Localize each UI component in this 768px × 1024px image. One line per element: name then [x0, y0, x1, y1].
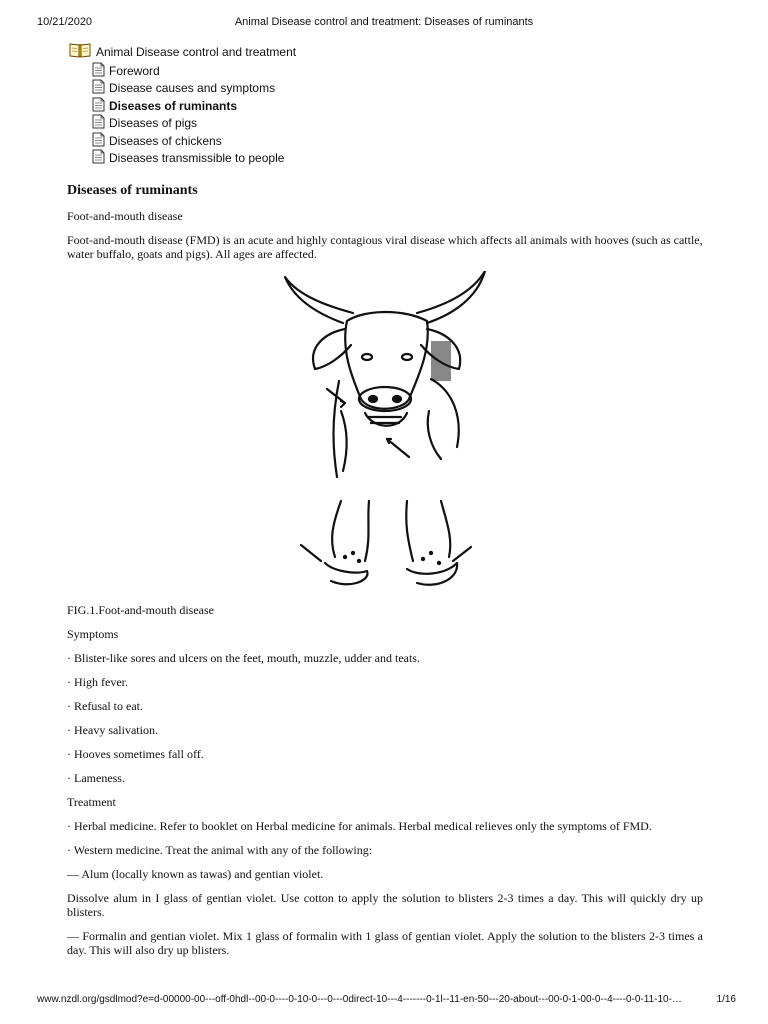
- toc-link-current[interactable]: Diseases of ruminants: [109, 98, 238, 113]
- toc-item-ruminants[interactable]: [92, 97, 296, 115]
- symptom-item: · Heavy salivation.: [67, 723, 158, 737]
- symptoms-title: Symptoms: [67, 627, 119, 641]
- print-date: 10/21/2020: [37, 16, 93, 28]
- intro-paragraph: Foot-and-mouth disease (FMD) is an acute and highly contagious viral disease which affects all animals with hooves (such as cattle, water buffalo, goats and pigs). All ages are affected.: [67, 233, 703, 261]
- toc-link[interactable]: Disease causes and symptoms: [109, 81, 276, 96]
- print-title: Animal Disease control and treatment: Diseases of ruminants: [234, 16, 534, 28]
- open-book-icon: [68, 42, 92, 62]
- document-icon: [92, 97, 105, 115]
- toc-item-transmissible[interactable]: [92, 150, 296, 168]
- page-url: www.nzdl.org/gsdlmod?e=d-00000-00---off-0hdl--00-0----0-10-0---0---0direct-10---4-------0-1l--11-en-50---20-about---00-0-1-00-0--4----0-0-11-10-…: [37, 994, 682, 1005]
- treatment-item: — Alum (locally known as tawas) and gentian violet.: [67, 867, 324, 881]
- document-icon: [92, 149, 105, 167]
- symptom-item: · Hooves sometimes fall off.: [67, 747, 204, 761]
- print-footer: [0, 994, 768, 1008]
- symptom-item: · Lameness.: [67, 771, 125, 785]
- treatment-item: — Formalin and gentian violet. Mix 1 glass of formalin with 1 glass of gentian violet. Apply the solution to the blisters 2-3 times a day. This will also dry up blisters.: [67, 929, 703, 957]
- toc-nav: [68, 42, 296, 167]
- toc-item-disease-causes[interactable]: [92, 80, 296, 98]
- toc-root-label: Animal Disease control and treatment: [96, 45, 297, 59]
- symptom-item: · Blister-like sores and ulcers on the feet, mouth, muzzle, udder and teats.: [67, 651, 420, 665]
- toc-link[interactable]: Foreword: [109, 63, 160, 78]
- toc-item-pigs[interactable]: [92, 115, 296, 133]
- document-icon: [92, 62, 105, 80]
- toc-link[interactable]: Diseases of pigs: [109, 116, 198, 131]
- toc-link[interactable]: Diseases of chickens: [109, 133, 222, 148]
- treatment-item: Dissolve alum in I glass of gentian violet. Use cotton to apply the solution to blisters 2-3 times a day. This will quickly dry up blisters.: [67, 891, 703, 919]
- section-subheading: Foot-and-mouth disease: [67, 209, 183, 223]
- page-title: Diseases of ruminants: [67, 183, 198, 198]
- treatment-item: · Western medicine. Treat the animal with any of the following:: [67, 843, 373, 857]
- symptom-item: · Refusal to eat.: [67, 699, 143, 713]
- cow-fmd-illustration: [281, 271, 491, 593]
- figure-illustration: [67, 271, 703, 593]
- toc-item-foreword[interactable]: [92, 62, 296, 80]
- treatment-item: · Herbal medicine. Refer to booklet on Herbal medicine for animals. Herbal medical relieves only the symptoms of FMD.: [67, 819, 652, 833]
- toc-list: [68, 62, 296, 167]
- treatment-title: Treatment: [67, 795, 116, 809]
- figure-caption: FIG.1.Foot-and-mouth disease: [67, 603, 214, 617]
- document-icon: [92, 132, 105, 150]
- document-icon: [92, 79, 105, 97]
- document-icon: [92, 114, 105, 132]
- symptom-item: · High fever.: [67, 675, 128, 689]
- toc-link[interactable]: Diseases transmissible to people: [109, 151, 285, 166]
- toc-item-chickens[interactable]: [92, 132, 296, 150]
- page-number: 1/16: [716, 994, 736, 1005]
- article: [67, 184, 703, 967]
- print-header: [0, 16, 768, 30]
- toc-root[interactable]: [68, 42, 296, 62]
